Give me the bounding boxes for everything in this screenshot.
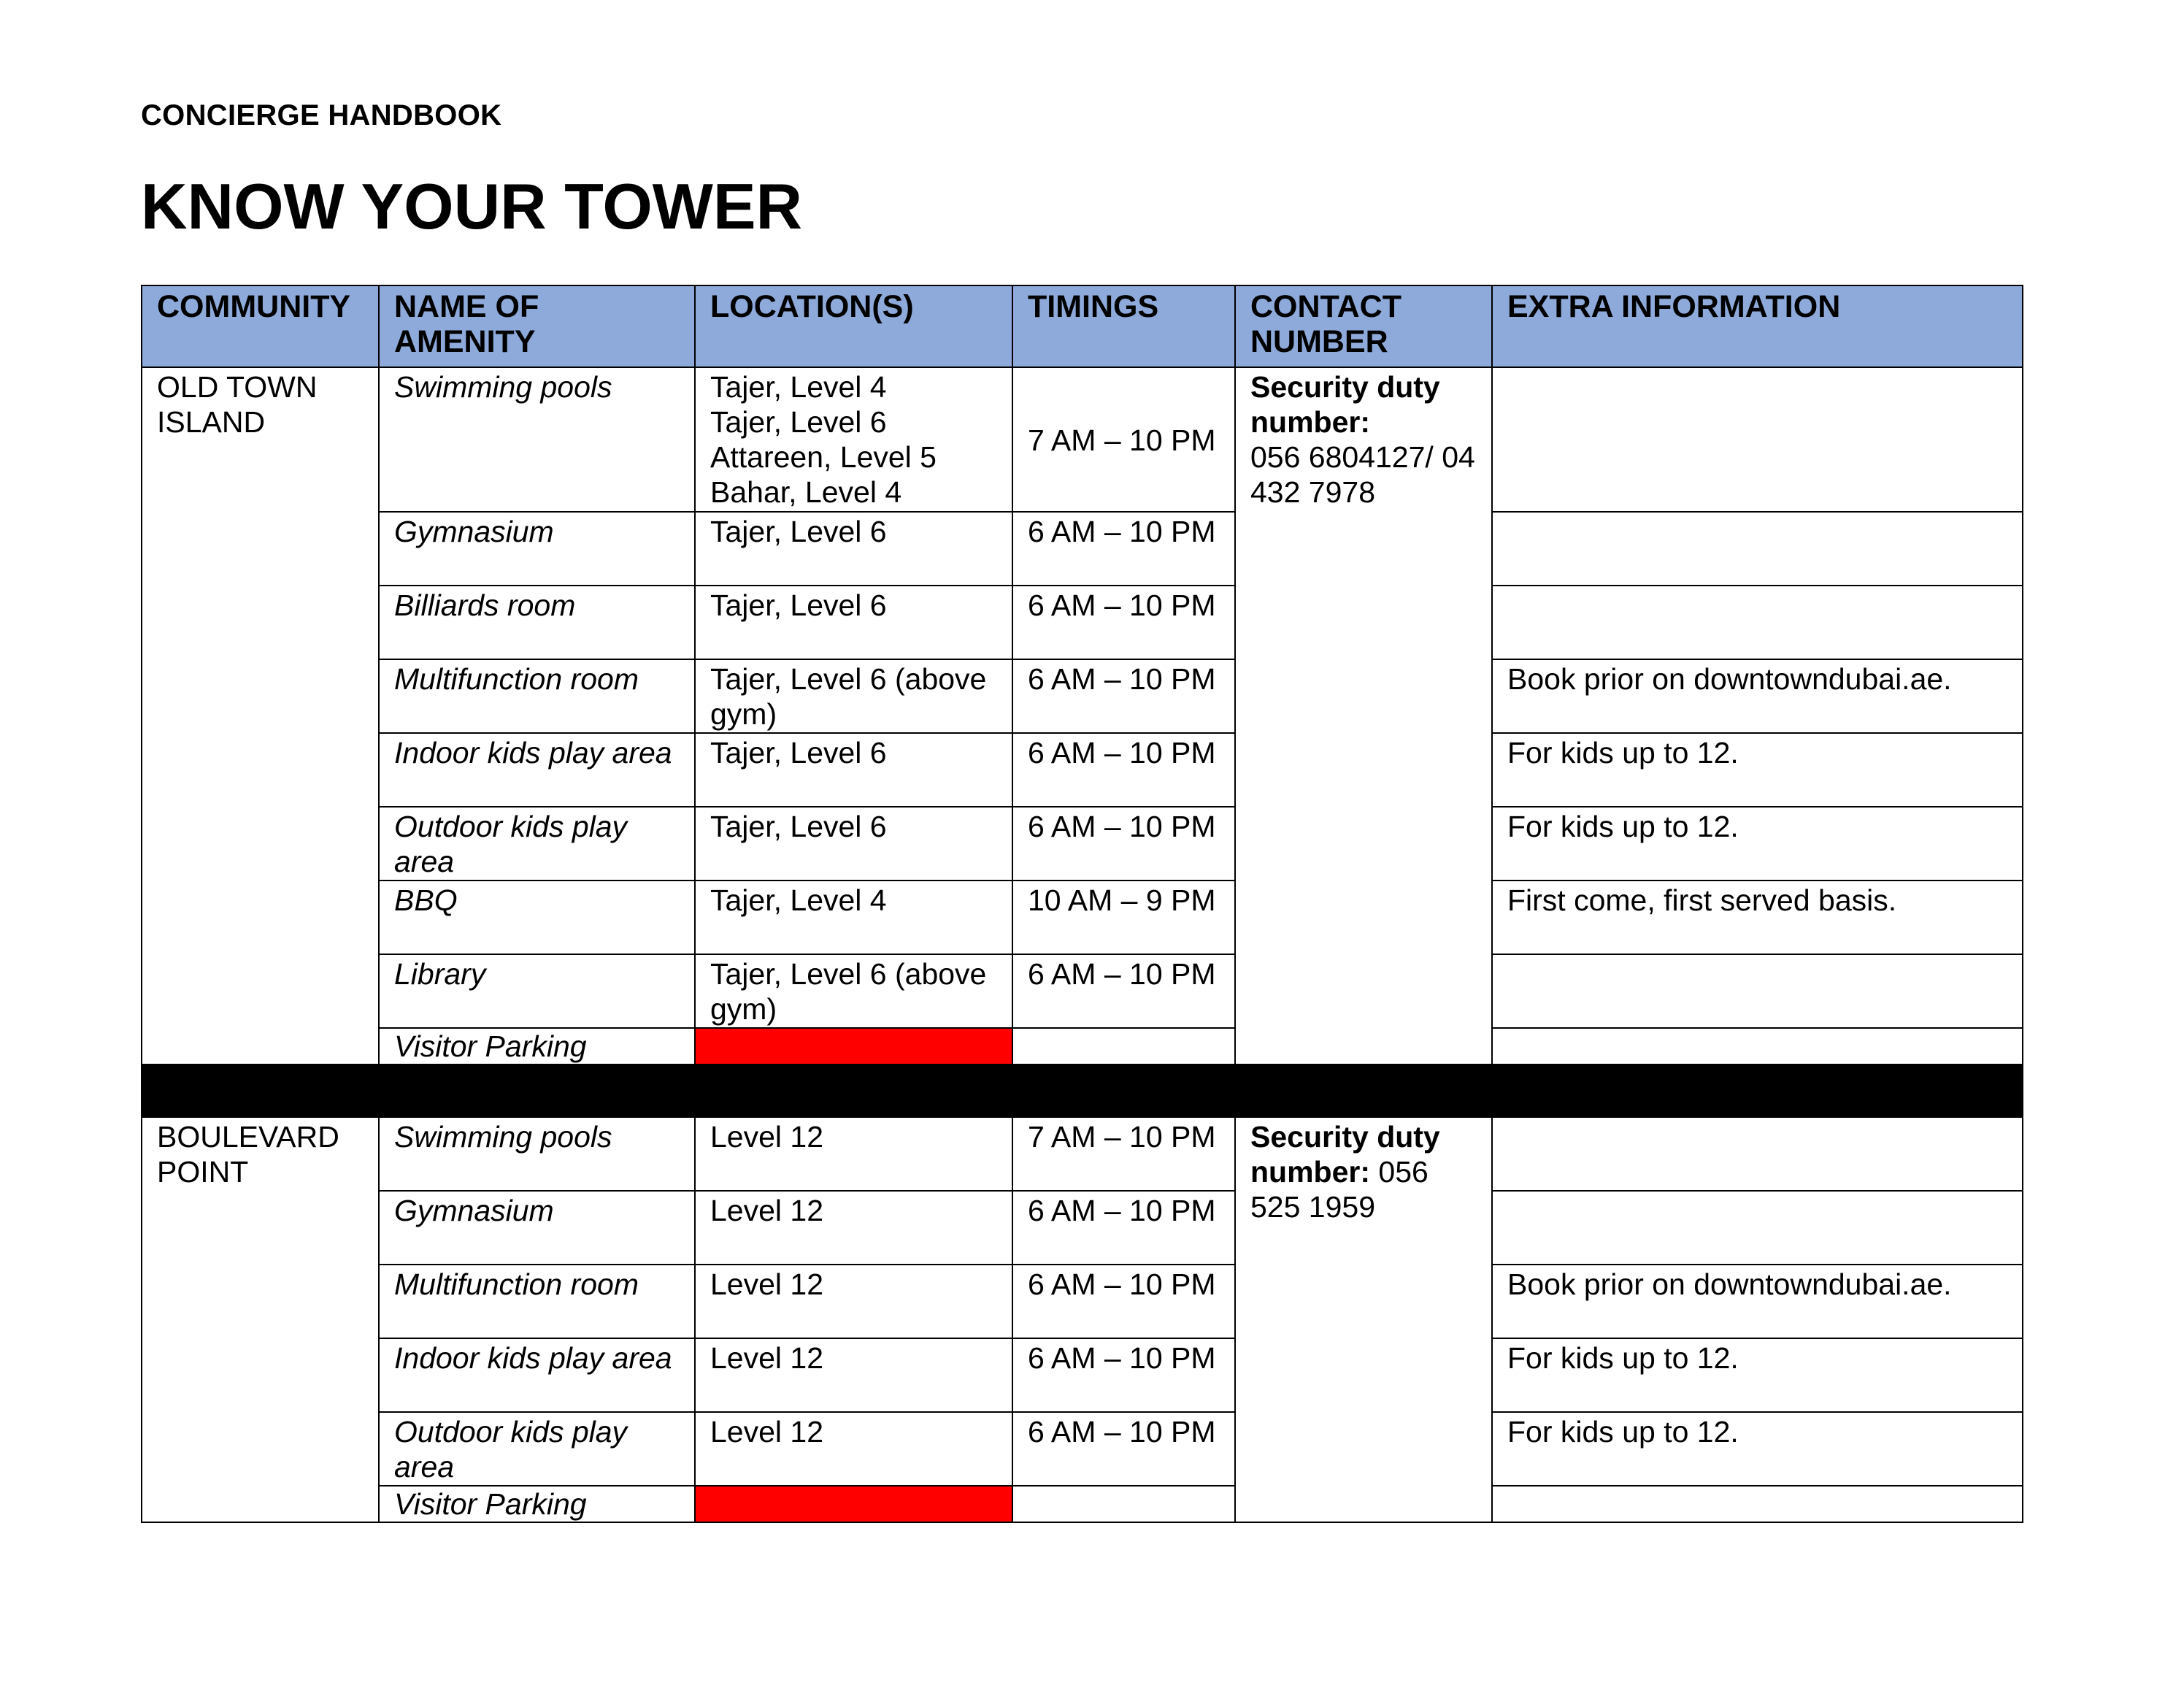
contact-cell [1235,367,1492,1064]
table-row [142,733,2023,807]
contact-label: Security duty number: [1250,1120,1440,1189]
table-row [142,1191,2023,1265]
timing-cell: 7 AM – 10 PM [1012,367,1235,512]
timing-cell [1012,1028,1235,1064]
timing-cell [1012,1486,1235,1522]
location-cell: Tajer, Level 6 [695,807,1012,881]
extra-info-cell: For kids up to 12. [1492,733,2023,807]
extra-info-cell [1492,1191,2023,1265]
column-header-timings: TIMINGS [1012,285,1235,367]
location-cell: Level 12 [695,1338,1012,1412]
timing-cell: 6 AM – 10 PM [1012,733,1235,807]
timing-cell: 6 AM – 10 PM [1012,659,1235,733]
location-cell: Tajer, Level 6 [695,733,1012,807]
column-header-extra-info: EXTRA INFORMATION [1492,285,2023,367]
amenity-cell: Outdoor kids play area [379,807,695,881]
location-cell: Tajer, Level 6 (above gym) [695,954,1012,1028]
timing-cell: 6 AM – 10 PM [1012,1338,1235,1412]
amenity-cell: Gymnasium [379,1191,695,1265]
contact-label: Security duty number: [1250,370,1440,439]
location-cell: Level 12 [695,1412,1012,1486]
extra-info-cell: For kids up to 12. [1492,1412,2023,1486]
extra-info-cell: For kids up to 12. [1492,1338,2023,1412]
group-separator [142,1064,2023,1117]
page-title: KNOW YOUR TOWER [141,170,803,242]
extra-info-cell [1492,367,2023,512]
table-row [142,659,2023,733]
extra-info-cell: Book prior on downtowndubai.ae. [1492,1265,2023,1338]
amenities-table [141,285,2023,1523]
timing-cell: 6 AM – 10 PM [1012,586,1235,659]
extra-info-cell: For kids up to 12. [1492,807,2023,881]
timing-cell: 6 AM – 10 PM [1012,1265,1235,1338]
extra-info-cell [1492,1117,2023,1191]
extra-info-cell [1492,512,2023,586]
extra-info-cell [1492,954,2023,1028]
table-row [142,1338,2023,1412]
amenity-cell: BBQ [379,881,695,954]
amenity-cell: Indoor kids play area [379,1338,695,1412]
amenity-cell: Gymnasium [379,512,695,586]
contact-cell [1235,1117,1492,1522]
document-eyebrow: CONCIERGE HANDBOOK [141,99,502,131]
location-cell: Tajer, Level 6 [695,586,1012,659]
table-row [142,1028,2023,1064]
column-header-amenity: NAME OF AMENITY [379,285,695,367]
extra-info-cell [1492,1486,2023,1522]
timing-cell: 6 AM – 10 PM [1012,954,1235,1028]
contact-number: 056 6804127/ 04 432 7978 [1250,440,1475,509]
location-cell: Tajer, Level 4 Tajer, Level 6 Attareen, Level 5 Bahar, Level 4 [695,367,1012,512]
extra-info-cell [1492,1028,2023,1064]
location-cell: Level 12 [695,1191,1012,1265]
timing-cell: 6 AM – 10 PM [1012,1412,1235,1486]
community-cell: BOULEVARD POINT [142,1117,379,1522]
table-row [142,512,2023,586]
column-header-contact: CONTACT NUMBER [1235,285,1492,367]
column-header-community: COMMUNITY [142,285,379,367]
amenity-cell: Visitor Parking [379,1028,695,1064]
timing-cell: 6 AM – 10 PM [1012,807,1235,881]
amenity-cell: Swimming pools [379,367,695,512]
extra-info-cell: Book prior on downtowndubai.ae. [1492,659,2023,733]
amenity-cell: Indoor kids play area [379,733,695,807]
timing-cell: 6 AM – 10 PM [1012,512,1235,586]
table-row [142,1486,2023,1522]
amenity-cell: Outdoor kids play area [379,1412,695,1486]
table-row [142,367,2023,512]
amenity-cell: Library [379,954,695,1028]
timing-cell: 7 AM – 10 PM [1012,1117,1235,1191]
table-row [142,586,2023,659]
location-cell: Level 12 [695,1117,1012,1191]
amenity-cell: Multifunction room [379,1265,695,1338]
amenity-cell: Visitor Parking [379,1486,695,1522]
table-row [142,1265,2023,1338]
timing-cell: 10 AM – 9 PM [1012,881,1235,954]
location-cell: Tajer, Level 4 [695,881,1012,954]
separator-bar [142,1064,2023,1117]
table-row [142,1412,2023,1486]
parking-location-flag [695,1028,1012,1064]
timing-cell: 6 AM – 10 PM [1012,1191,1235,1265]
column-header-location: LOCATION(S) [695,285,1012,367]
table-row [142,807,2023,881]
table-header-row [142,285,2023,367]
amenity-cell: Swimming pools [379,1117,695,1191]
extra-info-cell: First come, first served basis. [1492,881,2023,954]
amenity-cell: Billiards room [379,586,695,659]
location-cell: Tajer, Level 6 (above gym) [695,659,1012,733]
location-cell: Level 12 [695,1265,1012,1338]
table-row [142,954,2023,1028]
location-cell: Tajer, Level 6 [695,512,1012,586]
amenity-cell: Multifunction room [379,659,695,733]
community-cell: OLD TOWN ISLAND [142,367,379,1064]
parking-location-flag [695,1486,1012,1522]
extra-info-cell [1492,586,2023,659]
contact-number: 056 525 1959 [1250,1155,1429,1224]
table-row [142,1117,2023,1191]
table-row [142,881,2023,954]
